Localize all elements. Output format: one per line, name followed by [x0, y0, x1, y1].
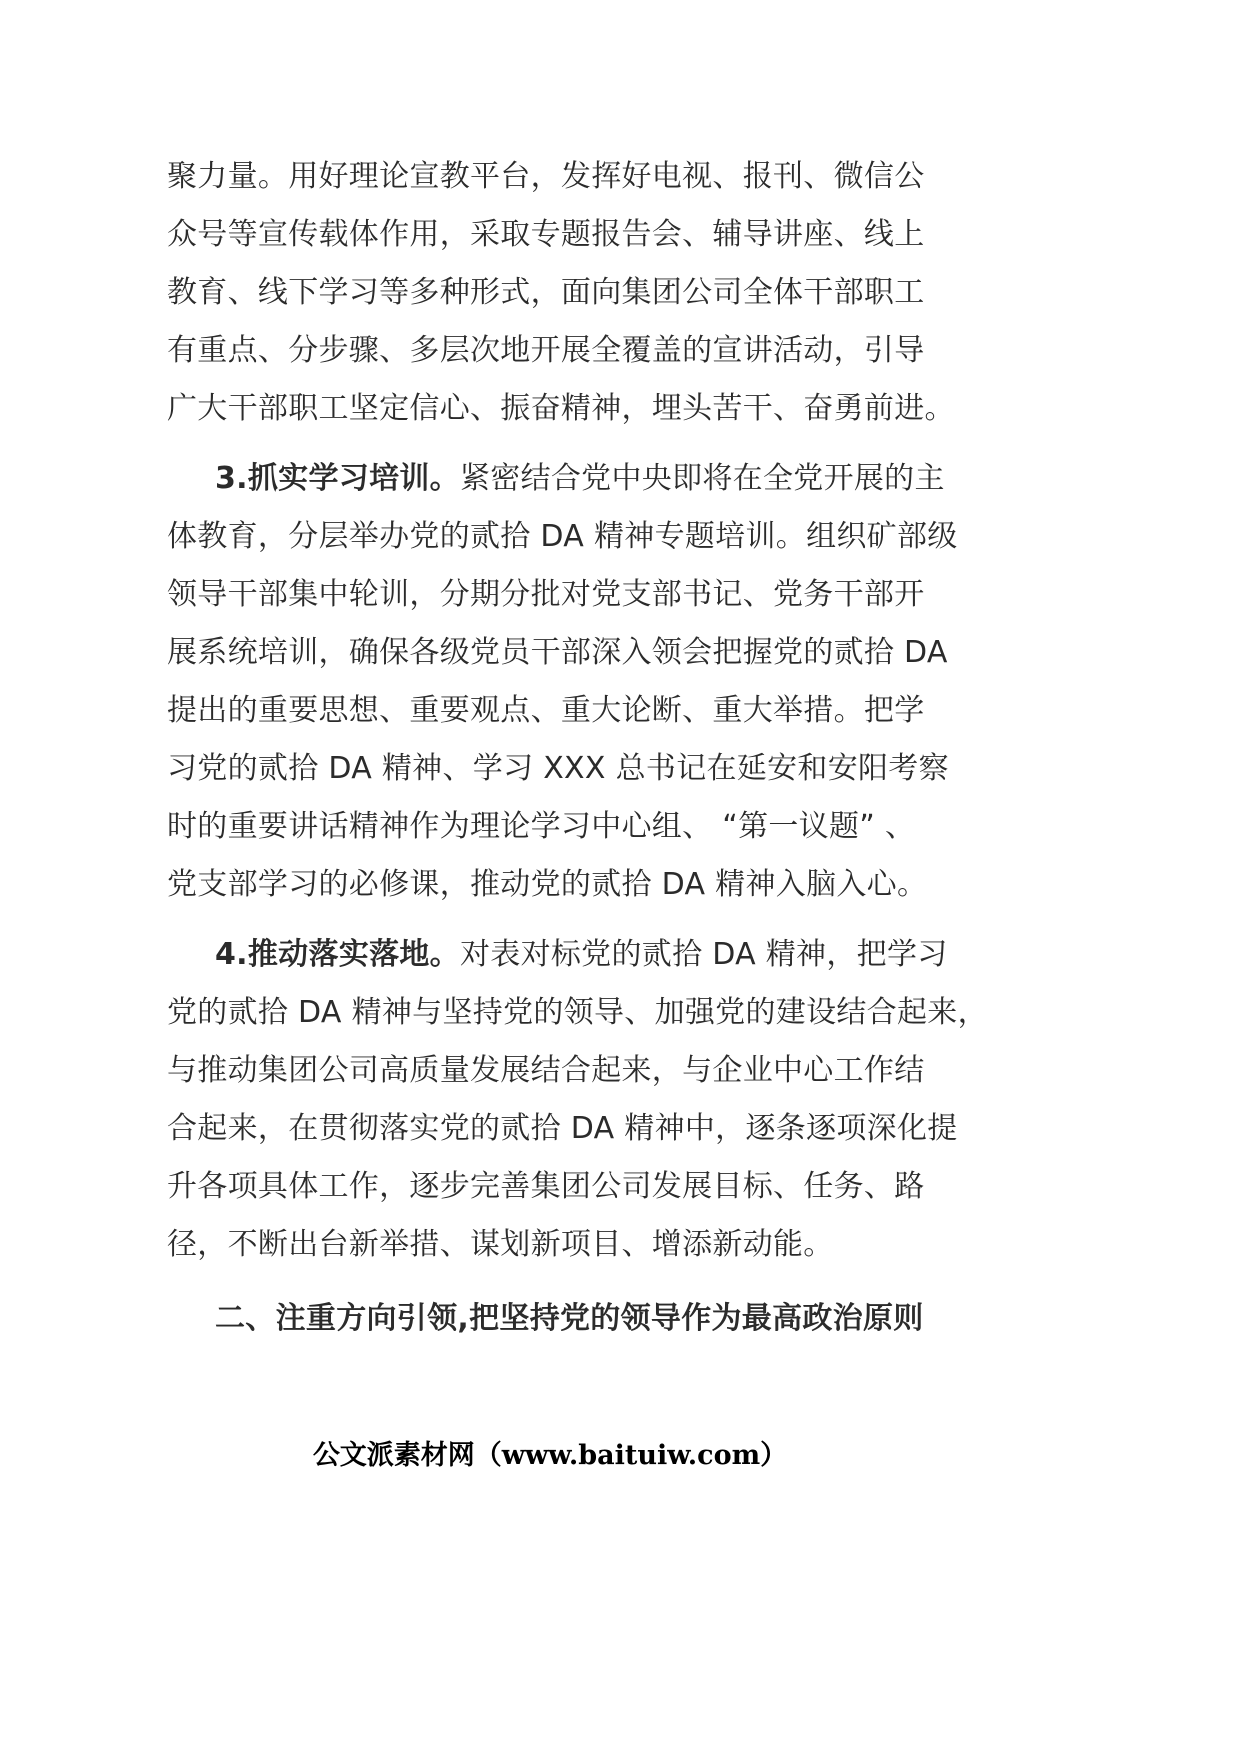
text-line: 提出的重要思想、重要观点、重大论断、重大举措。把学: [167, 693, 925, 728]
text-line: 党支部学习的必修课，推动党的贰拾 DA 精神入脑入心。: [167, 867, 928, 902]
text-line: 教育、线下学习等多种形式，面向集团公司全体干部职工: [167, 275, 925, 310]
paragraph-lead-title: 3.抓实学习培训。: [215, 461, 460, 496]
text-line: 众号等宣传载体作用，采取专题报告会、辅导讲座、线上: [167, 217, 925, 252]
paragraph-lead-rest: 紧密结合党中央即将在全党开展的主: [459, 461, 945, 496]
text-line: 合起来，在贯彻落实党的贰拾 DA 精神中，逐条逐项深化提: [167, 1111, 958, 1146]
paragraph-lead-rest: 对表对标党的贰拾 DA 精神，把学习: [459, 937, 948, 972]
section-heading: 二、注重方向引领,把坚持党的领导作为最高政治原则: [215, 1301, 924, 1336]
text-line: 习党的贰拾 DA 精神、学习 XXX 总书记在延安和安阳考察: [167, 751, 949, 786]
text-line: 升各项具体工作，逐步完善集团公司发展目标、任务、路: [167, 1169, 925, 1204]
footer-watermark: 公文派素材网（www.baituiw.com）: [312, 1440, 788, 1471]
text-line: [167, 926, 957, 984]
paragraph-study-training: [167, 450, 957, 914]
paragraph-continuation: [167, 148, 957, 438]
text-line: 党的贰拾 DA 精神与坚持党的领导、加强党的建设结合起来，: [167, 995, 988, 1030]
text-line: 与推动集团公司高质量发展结合起来，与企业中心工作结: [167, 1053, 925, 1088]
text-line: 展系统培训，确保各级党员干部深入领会把握党的贰拾 DA: [167, 635, 948, 670]
paragraph-implementation: [167, 926, 988, 1274]
text-line: 聚力量。用好理论宣教平台，发挥好电视、报刊、微信公: [167, 159, 925, 194]
text-line: 体教育，分层举办党的贰拾 DA 精神专题培训。组织矿部级: [167, 519, 958, 554]
text-line: 领导干部集中轮训，分期分批对党支部书记、党务干部开: [167, 577, 925, 612]
text-line: 径，不断出台新举措、谋划新项目、增添新动能。: [167, 1227, 834, 1262]
paragraph-lead-title: 4.推动落实落地。: [215, 937, 460, 972]
document-body: [167, 148, 988, 1348]
text-line: 有重点、分步骤、多层次地开展全覆盖的宣讲活动，引导: [167, 333, 925, 368]
text-line: [167, 450, 957, 508]
text-line: 广大干部职工坚定信心、振奋精神，埋头苦干、奋勇前进。: [167, 391, 955, 426]
text-line: 时的重要讲话精神作为理论学习中心组、 “第一议题” 、: [167, 809, 916, 844]
